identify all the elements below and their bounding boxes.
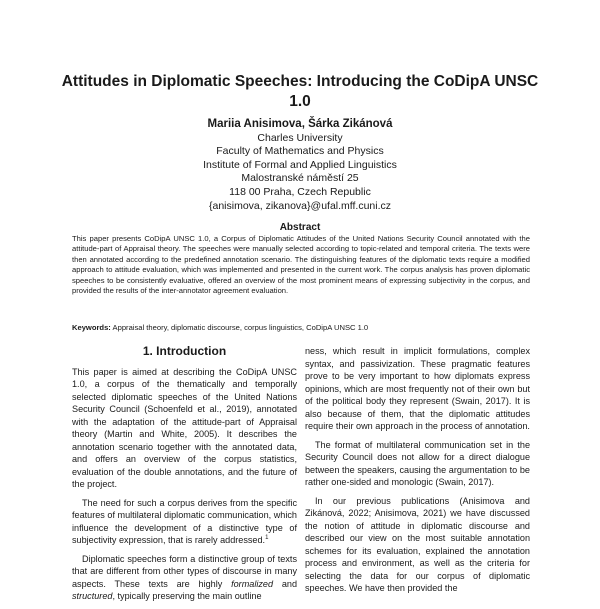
author-names: Mariia Anisimova, Šárka Zikánová	[207, 118, 393, 130]
left-column	[72, 345, 297, 609]
affiliation-faculty: Faculty of Mathematics and Physics	[216, 145, 384, 158]
affiliation-street: Malostranské náměstí 25	[241, 172, 359, 185]
section-heading: 1. Introduction	[142, 344, 227, 358]
intro-paragraph-3	[72, 553, 297, 603]
intro-paragraph-3-and: and	[273, 578, 298, 589]
keywords-label: Keywords:	[72, 323, 111, 332]
intro-paragraph-3-start: Diplomatic speeches form a distinctive group of texts that are different from other types of discourse in many aspects. These texts are highly	[72, 553, 297, 589]
author-email: {anisimova, zikanova}@ufal.mff.cuni.cz	[208, 199, 392, 212]
right-paragraph-1: ness, which result in implicit formulations, complex syntax, and passivization. These pragmatic features prove to be very important to how diplomats express opinions, which are most frequently not of their own but of the political body they represent (Swain, 2017). It is also because of them, that the diplomatic attitudes require their own approach in the process of annotation.	[305, 346, 530, 431]
abstract-text: This paper presents CoDipA UNSC 1.0, a Corpus of Diplomatic Attitudes of the United Nations Security Council annotated with the attitude-part of Appraisal theory. The speeches were manually selected according to topic-related and temporal criteria. The texts were then annotated according to the predefined annotation scenario. The distinguishing features of the diplomatic texts require a modified approach to attitude evaluation, which was implemented and presented in the current work. The corpus analysis has proven diplomatic speeches to be consistently evaluative, offered an overview of the most prominent means of expressing subjectivity in the corpus, and provided the results of the inter-annotator agreement evaluation.	[72, 234, 530, 296]
affiliation-university: Charles University	[257, 131, 343, 144]
footnote-marker[interactable]: 1	[265, 534, 269, 541]
affiliation-city: 118 00 Praha, Czech Republic	[229, 185, 371, 198]
affiliation-institute: Institute of Formal and Applied Linguistics	[203, 158, 397, 171]
right-paragraph-3: In our previous publications (Anisimova and Zikánová, 2022; Anisimova, 2021) we have discussed the notion of attitude in diplomatic discourse and described our view on the most suitable annotation schemes for its evaluation, explained the annotation process and environment, as well as the criteria for selecting the data for our corpus of diplomatic speeches. We have then provided the	[305, 495, 530, 593]
paper-title: Attitudes in Diplomatic Speeches: Introducing the CoDipA UNSC 1.0	[61, 73, 539, 110]
author-block	[100, 118, 500, 213]
keywords-text: Appraisal theory, diplomatic discourse, corpus linguistics, CoDipA UNSC 1.0	[112, 323, 369, 332]
emphasis-formalized: formalized	[231, 578, 274, 589]
right-column	[305, 345, 530, 601]
emphasis-structured: structured	[72, 591, 113, 601]
abstract-heading: Abstract	[279, 222, 321, 233]
intro-paragraph-3-end: , typically preserving the main outline	[112, 591, 262, 601]
intro-paragraph-2-text: The need for such a corpus derives from the specific features of multilateral diplomatic communication, which influence the development of a distinctive type of subjectivity expression, that is rarely addressed.	[72, 497, 297, 545]
keywords-line	[72, 323, 530, 333]
right-paragraph-2: The format of multilateral communication set in the Security Council does not allow for a direct dialogue between the speakers, causing the argumentation to be rather one-sided and monologic (Swain, 2017).	[305, 439, 530, 487]
intro-paragraph-2	[72, 497, 297, 547]
intro-paragraph-1: This paper is aimed at describing the CoDipA UNSC 1.0, a corpus of the thematically and temporally selected diplomatic speeches of the United Nations Security Council (Schoenfeld et al., 2019), annotated with the adaptation of the attitude-part of Appraisal theory (Martin and White, 2005). It describes the annotation scenario together with the annotated data, and offers an overview of the corpus statistics, evaluation of the double annotations, and the future of the project.	[72, 366, 297, 489]
